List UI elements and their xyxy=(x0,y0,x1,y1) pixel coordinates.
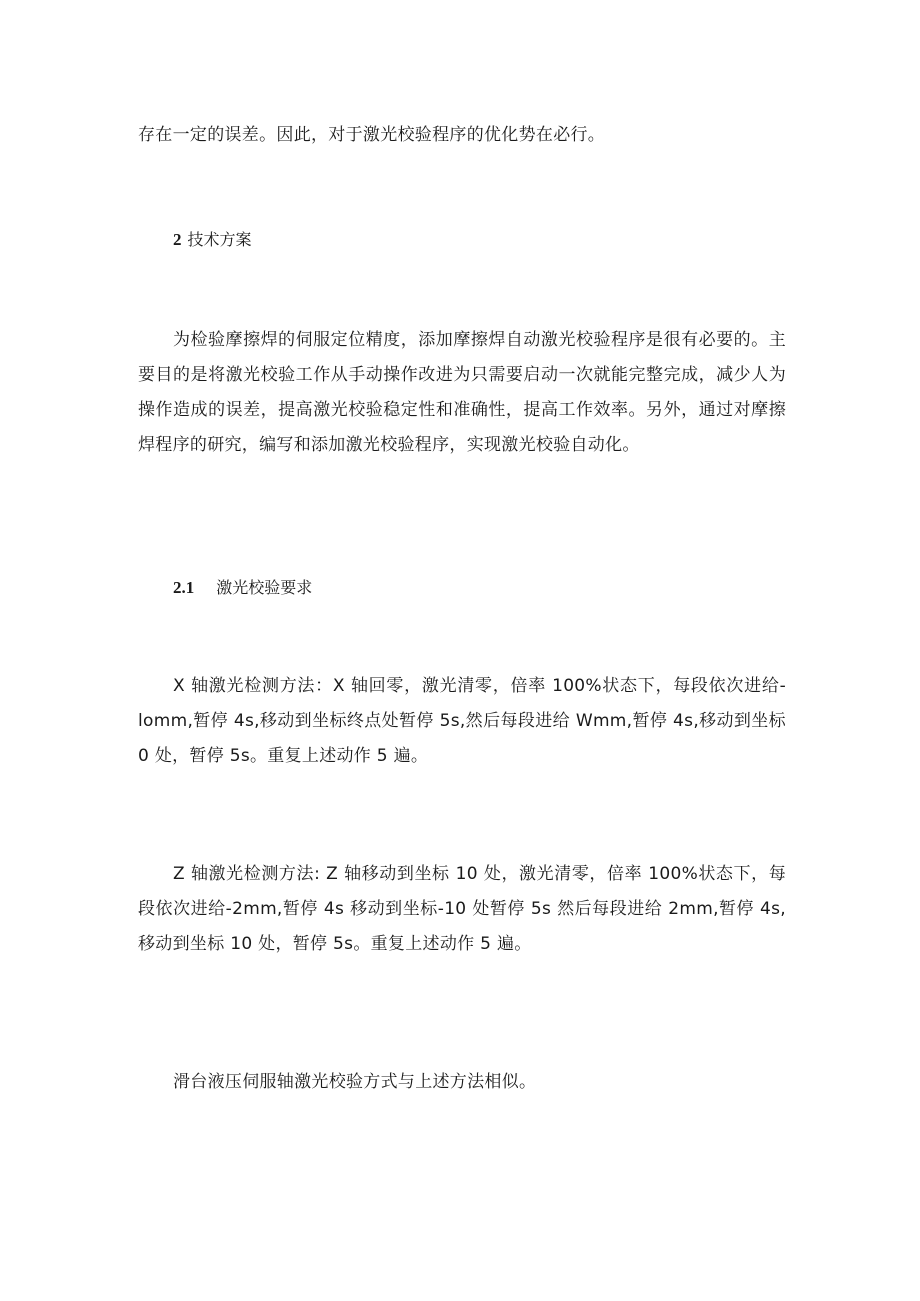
z-axis-method-paragraph: Z 轴激光检测方法: Z 轴移动到坐标 10 处，激光清零，倍率 100%状态下，每段依次进给-2mm,暂停 4s 移动到坐标-10 处暂停 5s 然后每段进给 2mm,暂停 4s,移动到坐标 10 处，暂停 5s。重复上述动作 5 遍。 xyxy=(138,864,786,954)
section-number: 2.1 xyxy=(173,578,195,597)
x-axis-method-paragraph: X 轴激光检测方法：X 轴回零，激光清零，倍率 100%状态下，每段依次进给-lomm,暂停 4s,移动到坐标终点处暂停 5s,然后每段进给 Wmm,暂停 4s,移动到坐标 0 处，暂停 5s。重复上述动作 5 遍。 xyxy=(138,676,786,766)
section-heading-2-1 xyxy=(173,576,312,600)
slide-axis-paragraph: 滑台液压伺服轴激光校验方式与上述方法相似。 xyxy=(173,1072,537,1092)
section-number: 2 xyxy=(173,230,182,249)
continuation-paragraph: 存在一定的误差。因此，对于激光校验程序的优化势在必行。 xyxy=(138,125,606,145)
section-title: 技术方案 xyxy=(187,230,252,249)
section-heading-2 xyxy=(173,228,252,252)
section-title: 激光校验要求 xyxy=(216,578,313,597)
section-2-paragraph: 为检验摩擦焊的伺服定位精度，添加摩擦焊自动激光校验程序是很有必要的。主要目的是将激光校验工作从手动操作改进为只需要启动一次就能完整完成，减少人为操作造成的误差，提高激光校验稳定性和准确性，提高工作效率。另外，通过对摩擦焊程序的研究，编写和添加激光校验程序，实现激光校验自动化。 xyxy=(138,330,786,455)
